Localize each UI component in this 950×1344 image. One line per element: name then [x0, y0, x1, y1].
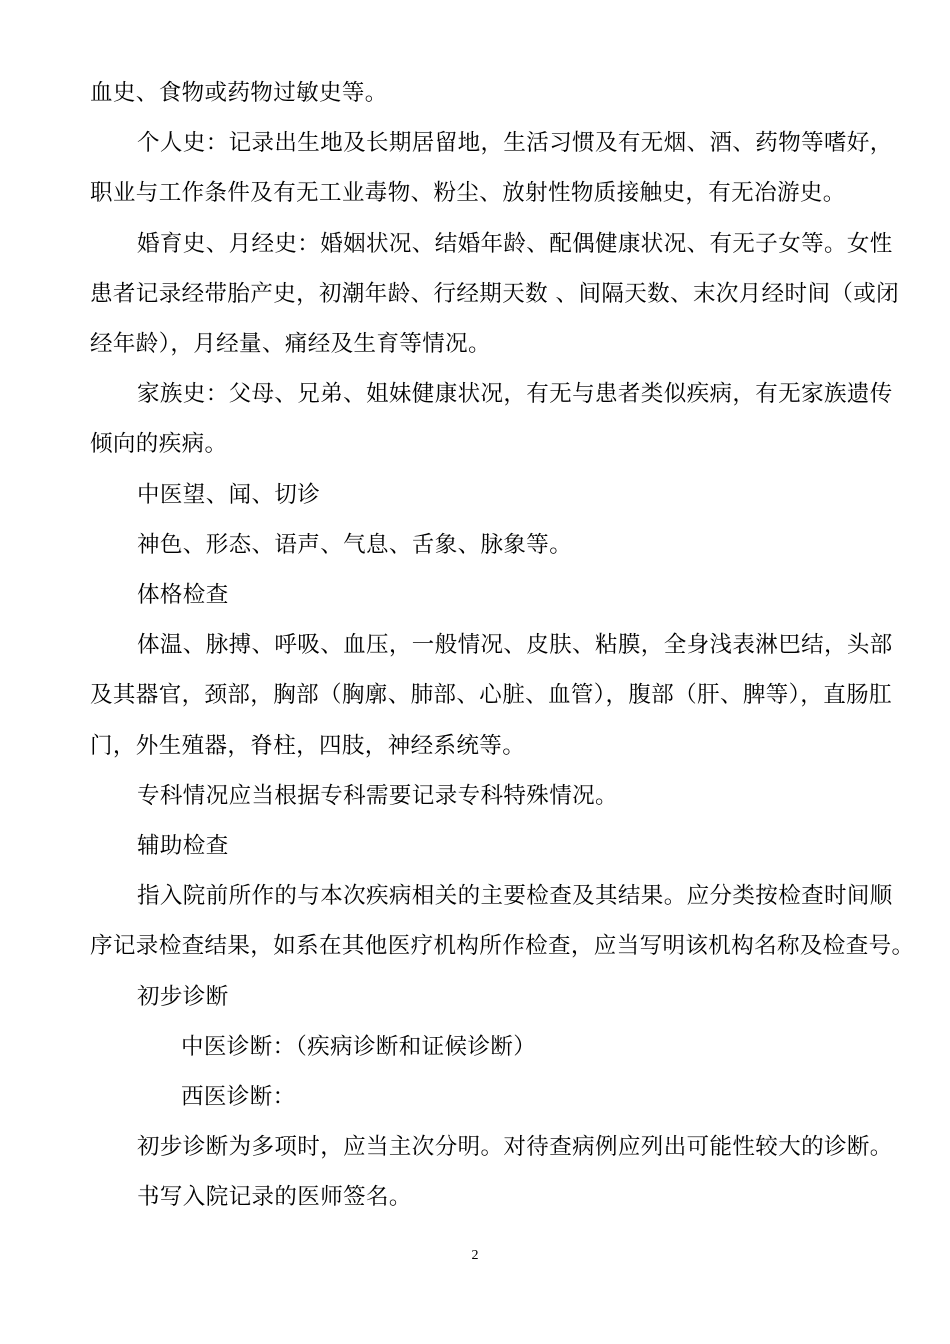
- heading-physical-exam: 体格检查: [137, 582, 229, 609]
- text-line: 门，外生殖器，脊柱，四肢，神经系统等。: [90, 732, 526, 759]
- document-body: [90, 68, 915, 1223]
- heading-auxiliary-exam: 辅助检查: [137, 833, 229, 860]
- text-line: 血史、食物或药物过敏史等。: [90, 80, 388, 106]
- paragraph-specialty: 专科情况应当根据专科需要记录专科特殊情况。: [137, 782, 618, 809]
- paragraph-tcm-observations: 神色、形态、语声、气息、舌象、脉象等。: [137, 531, 573, 558]
- text-line: 患者记录经带胎产史，初潮年龄、行经期天数 、间隔天数、末次月经时间（或闭: [90, 280, 900, 307]
- paragraph-auxiliary-exam: 指入院前所作的与本次疾病相关的主要检查及其结果。应分类按检查时间顺: [137, 883, 893, 910]
- paragraph-marital-menstrual-history: 婚育史、月经史：婚姻状况、结婚年龄、配偶健康状况、有无子女等。女性: [137, 230, 893, 257]
- text-line: 经年龄），月经量、痛经及生育等情况。: [90, 331, 491, 358]
- text-line: 序记录检查结果，如系在其他医疗机构所作检查，应当写明该机构名称及检查号。: [90, 933, 915, 960]
- tcm-diagnosis-line: 中医诊断：（疾病诊断和证候诊断）: [181, 1033, 537, 1060]
- text-line: 职业与工作条件及有无工业毒物、粉尘、放射性物质接触史，有无冶游史。: [90, 180, 846, 207]
- heading-tcm-diagnosis-methods: 中医望、闻、切诊: [137, 481, 321, 508]
- paragraph-family-history: 家族史：父母、兄弟、姐妹健康状况，有无与患者类似疾病，有无家族遗传: [137, 381, 893, 408]
- text-line: 及其器官，颈部，胸部（胸廓、肺部、心脏、血管），腹部（肝、脾等），直肠肛: [90, 682, 892, 709]
- page-number: 2: [471, 1248, 479, 1263]
- western-diagnosis-line: 西医诊断：: [181, 1084, 296, 1111]
- paragraph-physical-exam: 体温、脉搏、呼吸、血压，一般情况、皮肤、粘膜，全身浅表淋巴结，头部: [137, 632, 893, 659]
- paragraph-diagnosis-note: 初步诊断为多项时，应当主次分明。对待查病例应列出可能性较大的诊断。: [137, 1134, 893, 1161]
- paragraph-signature: 书写入院记录的医师签名。: [137, 1184, 412, 1211]
- paragraph-personal-history: 个人史：记录出生地及长期居留地，生活习惯及有无烟、酒、药物等嗜好，: [137, 130, 893, 157]
- heading-preliminary-diagnosis: 初步诊断: [137, 983, 229, 1010]
- text-line: 倾向的疾病。: [90, 431, 228, 458]
